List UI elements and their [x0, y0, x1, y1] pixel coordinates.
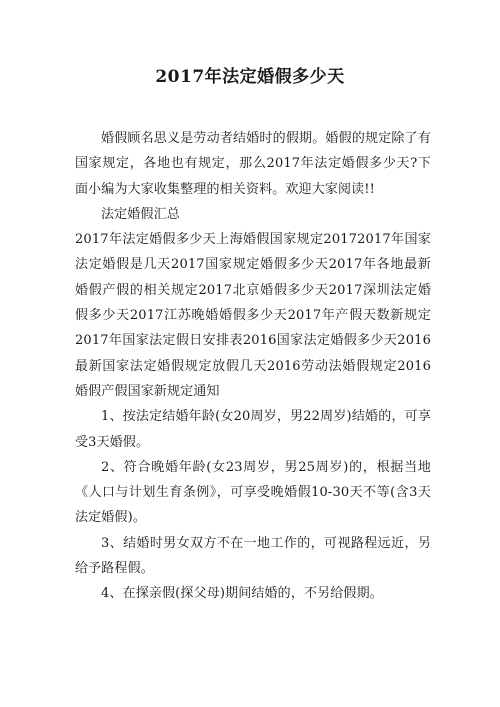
- section-heading: 法定婚假汇总: [101, 206, 180, 222]
- document-title: 2017年法定婚假多少天: [155, 67, 345, 87]
- list-item: 4、在探亲假(探父母)期间结婚的，不另给假期。: [101, 586, 383, 602]
- summary-paragraph: 2017年法定婚假多少天上海婚假国家规定20172017年国家法定婚假是几天2017国家规定婚假多少天2017年各地最新婚假产假的相关规定2017北京婚假多少天2017深圳法定婚假多少天2017江苏晚婚婚假多少天2017年产假天数新规定2017年国家法定假日安排表2016国家法定婚假多少天2016最新国家法定婚假规定放假几天2016劳动法婚假规定2016婚假产假国家新规定通知: [75, 232, 431, 399]
- intro-paragraph: 婚假顾名思义是劳动者结婚时的假期。婚假的规定除了有国家规定，各地也有规定，那么2017年法定婚假多少天?下面小编为大家收集整理的相关资料。欢迎大家阅读!!: [75, 131, 431, 197]
- document-body: [75, 126, 431, 607]
- list-item: 1、按法定结婚年龄(女20周岁，男22周岁)结婚的，可享受3天婚假。: [75, 409, 431, 450]
- list-item: 3、结婚时男女双方不在一地工作的，可视路程远近，另给予路程假。: [75, 535, 431, 577]
- list-item: 2、符合晚婚年龄(女23周岁，男25周岁)的，根据当地《人口与计划生育条例》，可享受晚婚假10-30天不等(含3天法定婚假)。: [75, 459, 431, 526]
